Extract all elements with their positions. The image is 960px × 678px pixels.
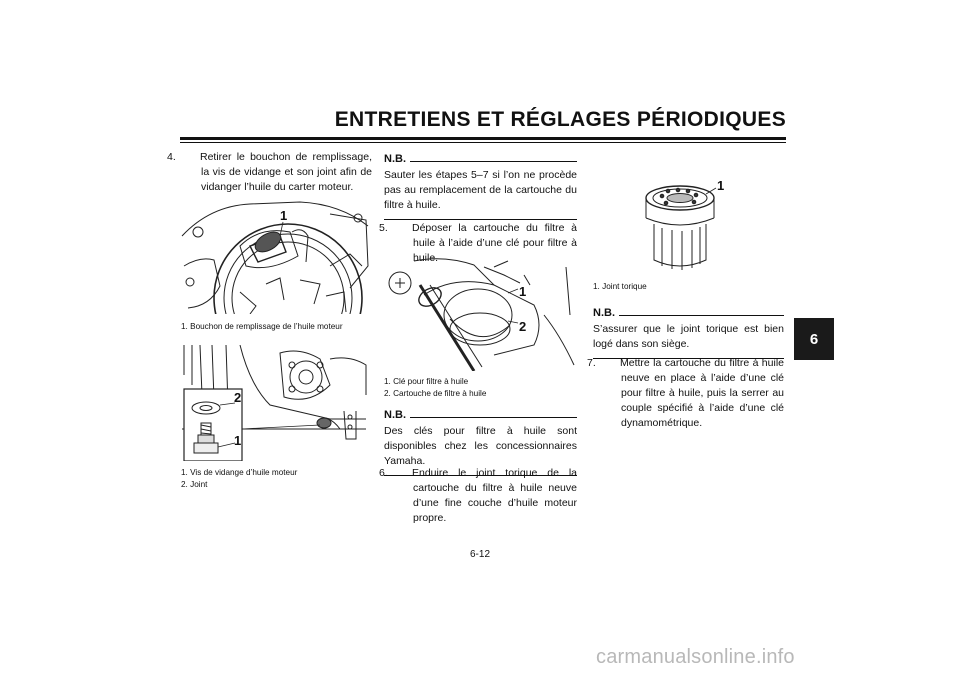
fig3-callout-2: 2 — [519, 319, 527, 334]
note-3-heading — [593, 307, 784, 319]
step-7-number: 7. — [587, 357, 596, 369]
note-3 — [593, 307, 784, 359]
engine-oil-filler-illustration — [180, 196, 372, 314]
step-7-text: Mettre la cartouche du filtre à huile neuve en place à l’aide d’une clé pour filtre à huile, puis la serrer au couple spécifié à l’aide d’une clé dynamométrique. — [620, 357, 784, 429]
fig3-caption-line-1: 1. Clé pour filtre à huile — [384, 377, 469, 386]
note-2-text: Des clés pour filtre à huile sont disponibles chez les concessionnaires Yamaha. — [384, 425, 577, 467]
note-1-end-rule — [384, 219, 577, 220]
note-2-heading — [384, 409, 577, 421]
step-6-text: Enduire le joint torique de la cartouche du filtre à huile neuve d’une fine couche d’huile moteur propre. — [412, 467, 577, 524]
step-5-number: 5. — [379, 222, 388, 234]
fig3-caption-line-2: 2. Cartouche de filtre à huile — [384, 389, 487, 398]
fig4-caption — [593, 281, 783, 293]
note-1-label: N.B. — [384, 153, 406, 165]
fig2-callout-1: 1 — [234, 433, 242, 448]
fig2-captions — [181, 467, 373, 491]
chapter-tab: 6 — [794, 318, 834, 360]
page-number: 6-12 — [469, 549, 490, 560]
site-watermark: carmanualsonline.info — [596, 646, 795, 668]
drain-bolt-illustration — [180, 345, 372, 461]
note-3-text: S’assurer que le joint torique est bien logé dans son siège. — [593, 323, 784, 350]
fig1-caption-line: 1. Bouchon de remplissage de l’huile moteur — [181, 322, 343, 331]
fig1-caption — [181, 321, 373, 333]
note-1-text: Sauter les étapes 5–7 si l’on ne procède pas au remplacement de la cartouche du filtre à huile. — [384, 169, 577, 211]
filter-wrench-illustration — [384, 255, 577, 371]
step-7 — [587, 356, 784, 431]
note-2-label: N.B. — [384, 409, 406, 421]
step-6 — [379, 466, 577, 526]
header-rule-thin — [180, 142, 786, 143]
step-5-text: Déposer la cartouche du filtre à huile à l’aide d’une clé pour filtre à huile. — [412, 222, 577, 264]
step-4 — [167, 150, 372, 195]
note-1-heading — [384, 153, 577, 165]
note-1 — [384, 153, 577, 220]
fig4-callout-1: 1 — [717, 178, 725, 193]
fig4-caption-line: 1. Joint torique — [593, 282, 647, 291]
fig3-captions — [384, 376, 577, 400]
oil-filter-cartridge-illustration — [620, 170, 740, 278]
fig2-callout-2: 2 — [234, 390, 242, 405]
fig2-caption-line-2: 2. Joint — [181, 480, 208, 489]
header-rule-thick — [180, 137, 786, 140]
page-title: ENTRETIENS ET RÉGLAGES PÉRIODIQUES — [334, 108, 786, 131]
fig1-callout-1: 1 — [280, 208, 288, 223]
fig2-caption-line-1: 1. Vis de vidange d’huile moteur — [181, 468, 298, 477]
step-4-number: 4. — [167, 151, 176, 163]
note-3-label: N.B. — [593, 307, 615, 319]
fig3-callout-1: 1 — [519, 284, 527, 299]
step-4-text: Retirer le bouchon de remplissage, la vis de vidange et son joint afin de vidanger l’huile du carter moteur. — [200, 151, 372, 193]
step-6-number: 6. — [379, 467, 388, 479]
